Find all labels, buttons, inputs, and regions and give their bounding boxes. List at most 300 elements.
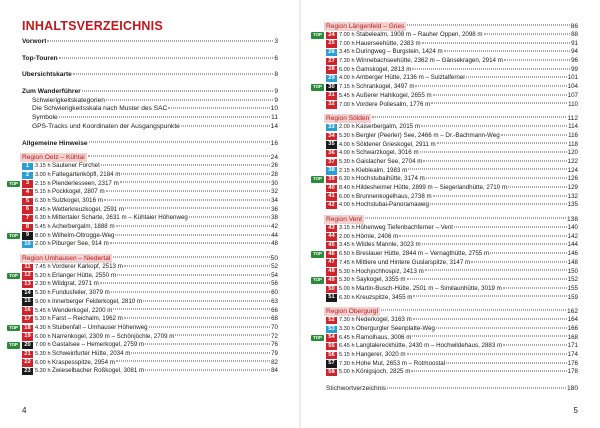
tour-page: 60: [271, 289, 278, 297]
tour-duration: 2.15 h: [35, 180, 51, 187]
tour-number-badge: 40: [326, 185, 337, 192]
entry-page: 6: [274, 54, 278, 62]
tour-number-badge: 8: [22, 224, 33, 231]
tour-number-badge: 3: [22, 180, 33, 187]
tour-title: Narrenkogel, 2309 m – Schönjöchle, 2709 m: [52, 332, 175, 340]
tour-number-badge: 35: [326, 141, 337, 148]
dot-leader: [113, 257, 269, 258]
tour-page: 26: [271, 162, 278, 170]
tour-duration: 6.50 h: [339, 251, 355, 258]
tour-entry[interactable]: [22, 359, 278, 368]
tour-duration: 5.30 h: [339, 132, 355, 139]
tour-title: Wildes Mannle, 3023 m: [356, 241, 421, 249]
dot-leader: [413, 319, 567, 320]
tour-page: 34: [271, 196, 278, 204]
tour-entry[interactable]: [326, 184, 578, 193]
tour-number-badge: 43: [326, 225, 337, 232]
tour-entry[interactable]: [22, 298, 278, 307]
tour-number-badge: 45: [326, 242, 337, 249]
tour-number-badge: 21: [22, 351, 33, 358]
dot-leader: [423, 160, 566, 161]
tour-number-badge: 19: [22, 333, 33, 340]
tour-page: 48: [271, 240, 278, 248]
toc-spacer: [22, 249, 278, 254]
tour-number-badge: 46: [326, 251, 337, 258]
region-heading[interactable]: [326, 22, 578, 31]
toc-entry-index[interactable]: [326, 385, 578, 394]
dot-leader: [168, 108, 269, 109]
dot-leader: [454, 226, 567, 227]
tour-entry[interactable]: [9, 179, 278, 189]
tour-number-badge: 31: [326, 92, 337, 99]
tour-entry[interactable]: [326, 268, 578, 277]
tour-entry[interactable]: [22, 240, 278, 249]
tour-number-badge: 7: [22, 215, 33, 222]
tour-title: Hochstubai-Panoramaweg: [356, 201, 429, 209]
tour-page: 42: [271, 223, 278, 230]
dot-leader: [433, 94, 567, 95]
tour-title: Stabelealm, 1908 m – Rauher Oppen, 2098 m: [356, 31, 483, 38]
tour-number-badge: 51: [326, 294, 337, 301]
tour-number-badge: 22: [22, 359, 33, 366]
dot-leader: [422, 244, 567, 245]
tour-entry[interactable]: [326, 149, 578, 158]
dot-leader: [111, 291, 270, 292]
toc-entry[interactable]: [22, 140, 278, 149]
entry-title: Übersichtskarte: [22, 71, 72, 79]
tour-entry[interactable]: [22, 171, 278, 180]
tour-page: 66: [271, 306, 278, 314]
tour-duration: 6.00 h: [35, 359, 51, 366]
tour-entry[interactable]: [9, 341, 278, 350]
dot-leader: [106, 191, 270, 192]
tour-entry[interactable]: [22, 206, 278, 215]
tour-duration: 6.45 h: [339, 343, 355, 350]
tour-entry[interactable]: [326, 193, 578, 202]
dot-leader: [504, 59, 570, 60]
tour-entry[interactable]: [326, 233, 578, 242]
tour-duration: 5.20 h: [35, 272, 51, 279]
entry-title: Schwierigkeitskategorien: [32, 96, 105, 104]
tour-title: Königsjoch, 2825 m: [356, 368, 411, 376]
tour-page: 99: [571, 65, 578, 73]
tour-entry[interactable]: [326, 74, 578, 83]
tour-entry[interactable]: [326, 48, 578, 57]
tour-title: Äußerer Hahlkogel, 2655 m: [356, 91, 432, 99]
tour-entry[interactable]: [313, 83, 578, 92]
tour-number-badge: 50: [326, 286, 337, 293]
tour-number-badge: 28: [326, 66, 337, 73]
tour-entry[interactable]: [326, 342, 578, 351]
tour-title: Innerberger Felderkogel, 2810 m: [52, 297, 143, 305]
tour-number-badge: 52: [326, 317, 337, 324]
region-heading[interactable]: [326, 215, 578, 224]
dot-leader: [413, 296, 566, 297]
tour-title: Zwieselbacher Roßkogel, 3081 m: [52, 367, 145, 375]
tour-page: 142: [567, 232, 578, 240]
tour-number-badge: 44: [326, 233, 337, 240]
tour-title: Brunnenkogelhaus, 2738 m: [356, 192, 432, 200]
tour-title: Hildesheimer Hütte, 2899 m – Siegerlandhütte, 2710 m: [356, 184, 507, 191]
tour-entry[interactable]: [326, 123, 578, 132]
dot-leader: [59, 116, 270, 117]
region-name: Region Vent: [326, 216, 362, 224]
entry-page: 10: [270, 105, 278, 113]
dot-leader: [82, 90, 274, 91]
tour-number-badge: 48: [326, 268, 337, 275]
region-name: Region Sölden: [326, 115, 370, 123]
tour-entry[interactable]: [22, 263, 278, 272]
tour-entry[interactable]: [326, 201, 578, 210]
dot-leader: [484, 33, 571, 34]
tour-page: 82: [271, 358, 278, 366]
tour-number-badge: 12: [22, 272, 33, 279]
tour-title: Nederkogel, 3163 m: [356, 316, 412, 324]
tour-entry[interactable]: [326, 294, 578, 303]
tour-number-badge: 53: [326, 326, 337, 333]
dot-leader: [189, 217, 270, 218]
dot-leader: [89, 142, 270, 143]
tour-page: 84: [271, 367, 278, 375]
tour-duration: 7.00 h: [35, 342, 51, 349]
top-tour-badge: TOP: [7, 325, 20, 332]
dot-leader: [501, 134, 567, 135]
tour-title: Winnebachseehütte, 2362 m – Gänsekragen, 2914 m: [356, 57, 503, 65]
dot-leader: [145, 370, 270, 371]
tour-title: Fundusfeiler, 3079 m: [52, 289, 110, 297]
tour-entry[interactable]: [22, 223, 278, 232]
tour-page: 152: [567, 276, 578, 284]
entry-page: 9: [274, 88, 278, 96]
dot-leader: [422, 42, 570, 43]
tour-entry[interactable]: [326, 101, 578, 110]
toc-subentry[interactable]: [22, 105, 278, 114]
tour-entry[interactable]: [326, 241, 578, 250]
tour-entry[interactable]: [22, 307, 278, 316]
dot-leader: [425, 270, 567, 271]
tour-entry[interactable]: [9, 323, 278, 333]
tour-number-badge: 57: [326, 360, 337, 367]
tour-duration: 3.45 h: [35, 206, 51, 213]
tour-duration: 3.15 h: [339, 225, 355, 232]
right-page: [300, 0, 600, 428]
page-title: INHALTSVERZEICHNIS: [22, 19, 163, 33]
tour-entry[interactable]: [313, 250, 578, 259]
tour-page: 132: [567, 192, 578, 200]
top-tour-badge: TOP: [311, 32, 324, 39]
toc-spacer: [326, 302, 578, 307]
tour-duration: 6.00 h: [35, 333, 51, 340]
tour-title: Wildgrat, 2971 m: [52, 280, 99, 288]
tour-duration: 6.00 h: [339, 66, 355, 73]
region-page: 50: [270, 255, 278, 263]
tour-entry[interactable]: [22, 315, 278, 324]
top-tour-badge: TOP: [311, 176, 324, 183]
dot-leader: [372, 117, 566, 118]
tour-title: Sulzkogel, 3016 m: [52, 196, 103, 204]
entry-title: Symbole: [32, 114, 58, 122]
tour-page: 116: [568, 131, 578, 139]
dot-leader: [508, 186, 567, 187]
tour-duration: 8.00 h: [35, 232, 51, 239]
tour-duration: 6.00 h: [339, 193, 355, 200]
tour-page: 104: [567, 83, 578, 91]
page-number-left: 4: [22, 406, 27, 415]
tour-title: Faltegartenköpfl, 2184 m: [52, 170, 121, 178]
entry-page: 11: [271, 114, 278, 122]
tour-entry[interactable]: [326, 368, 578, 377]
tour-number-badge: 33: [326, 124, 337, 131]
dot-leader: [120, 182, 270, 183]
tour-entry[interactable]: [22, 289, 278, 298]
region-page: 138: [566, 216, 578, 224]
tour-page: 174: [567, 351, 578, 358]
toc-spacer: [22, 80, 278, 88]
tour-title: Langtalereckhütte, 2430 m – Hochwildehaus, 2883 m: [356, 342, 503, 350]
tour-duration: 6.30 h: [35, 215, 51, 222]
dot-leader: [115, 234, 270, 235]
tour-page: 168: [567, 333, 578, 341]
tour-title: Hauerseehütte, 2383 m: [356, 39, 421, 47]
toc-entry[interactable]: [22, 55, 278, 64]
dot-leader: [444, 51, 570, 52]
tour-number-badge: 54: [326, 334, 337, 341]
tour-page: 114: [568, 123, 578, 131]
tour-entry[interactable]: [22, 280, 278, 289]
tour-page: 176: [567, 359, 578, 367]
region-heading[interactable]: [326, 307, 578, 316]
tour-entry[interactable]: [22, 162, 278, 171]
entry-title: Vorwort: [22, 38, 47, 45]
tour-duration: 7.30 h: [339, 58, 355, 65]
right-toc: [313, 22, 578, 394]
tour-entry[interactable]: [9, 231, 278, 241]
tour-entry[interactable]: [326, 57, 578, 66]
region-page: 24: [270, 154, 278, 162]
tour-entry[interactable]: [22, 350, 278, 359]
tour-entry[interactable]: [326, 158, 578, 167]
tour-number-badge: 39: [326, 176, 337, 183]
tour-title: Schwarzkogel, 3016 m: [356, 149, 419, 157]
tour-entry[interactable]: [326, 351, 578, 360]
tour-entry[interactable]: [326, 167, 578, 176]
tour-page: 101: [567, 74, 578, 82]
toc-entry[interactable]: [22, 38, 278, 47]
tour-page: 76: [271, 341, 278, 349]
tour-entry[interactable]: [313, 175, 578, 184]
tour-number-badge: 23: [22, 368, 33, 375]
tour-title: Gaislacher See, 2704 m: [356, 157, 423, 165]
entry-page: 14: [270, 122, 278, 130]
toc-entry[interactable]: [22, 88, 278, 97]
tour-title: Martin-Busch-Hütte, 2501 m – Similaunhütte, 3019 m: [356, 284, 502, 292]
toc-subentry[interactable]: [22, 97, 278, 106]
dot-leader: [101, 165, 270, 166]
toc-entry[interactable]: [22, 71, 278, 80]
tour-duration: 7.30 h: [339, 317, 355, 324]
tour-number-badge: 47: [326, 259, 337, 266]
tour-number-badge: 49: [326, 277, 337, 284]
tour-entry[interactable]: [326, 40, 578, 49]
tour-title: Schweinfurter Hütte, 2034 m: [52, 349, 131, 357]
tour-entry[interactable]: [9, 271, 278, 281]
tour-title: Sautener Forchet: [52, 162, 100, 170]
dot-leader: [412, 336, 566, 337]
dot-leader: [113, 309, 270, 310]
tour-title: Hochjochhospiz, 2413 m: [356, 267, 424, 275]
top-tour-badge: TOP: [311, 335, 324, 342]
tour-entry[interactable]: [22, 188, 278, 197]
tour-duration: 5.30 h: [339, 268, 355, 275]
tour-duration: 5.30 h: [339, 277, 355, 284]
tour-entry[interactable]: [22, 367, 278, 376]
tour-page: 96: [571, 57, 578, 65]
tour-entry[interactable]: [326, 224, 578, 233]
tour-number-badge: 30: [326, 84, 337, 91]
tour-entry[interactable]: [326, 66, 578, 75]
tour-entry[interactable]: [326, 141, 578, 150]
dot-leader: [426, 178, 567, 179]
tour-page: 178: [567, 368, 578, 376]
dot-leader: [124, 318, 270, 319]
region-page: 162: [566, 308, 578, 316]
tour-page: 107: [567, 91, 578, 99]
region-heading[interactable]: [22, 153, 278, 162]
tour-number-badge: 17: [22, 316, 33, 323]
tour-entry[interactable]: [326, 132, 578, 141]
dot-leader: [124, 265, 270, 266]
tour-page: 166: [567, 324, 578, 332]
tour-page: 63: [271, 297, 278, 305]
tour-entry[interactable]: [326, 316, 578, 325]
entry-page: 9: [274, 96, 278, 104]
toc-subentry[interactable]: [22, 123, 278, 132]
dot-leader: [412, 68, 570, 69]
dot-leader: [104, 199, 270, 200]
tour-entry[interactable]: [22, 214, 278, 223]
tour-number-badge: 37: [326, 159, 337, 166]
entry-title: GPS-Tracks und Koordinaten der Ausgangspunkte: [32, 122, 180, 130]
tour-duration: 4.00 h: [339, 202, 355, 209]
tour-entry[interactable]: [326, 285, 578, 294]
tour-duration: 7.00 h: [339, 40, 355, 47]
dot-leader: [365, 218, 566, 219]
tour-entry[interactable]: [22, 197, 278, 206]
tour-duration: 2.00 h: [339, 233, 355, 240]
tour-number-badge: 27: [326, 58, 337, 65]
tour-page: 70: [271, 323, 278, 331]
tour-duration: 4.00 h: [339, 150, 355, 157]
toc-spacer: [22, 63, 278, 71]
tour-page: 72: [271, 332, 278, 340]
dot-leader: [471, 261, 566, 262]
toc-subentry[interactable]: [22, 114, 278, 123]
tour-duration: 6.30 h: [339, 176, 355, 183]
tour-number-badge: 4: [22, 189, 33, 196]
tour-page: 129: [567, 184, 578, 191]
tour-title: Plenderlesseen, 2317 m: [52, 179, 119, 187]
tour-entry[interactable]: [313, 333, 578, 343]
dot-leader: [430, 204, 567, 205]
top-tour-badge: TOP: [311, 251, 324, 258]
tour-page: 38: [271, 214, 278, 222]
dot-leader: [407, 353, 567, 354]
tour-page: 150: [567, 267, 578, 275]
tour-page: 126: [567, 175, 578, 183]
dot-leader: [490, 252, 567, 253]
tour-title: Mittertaler Scharte, 2631 m – Kühtaier Höhenweg: [52, 214, 188, 222]
tour-number-badge: 14: [22, 290, 33, 297]
entry-title: Stichwortverzeichnis: [326, 385, 387, 393]
tour-title: Wetterkreuzkogel, 2591 m: [52, 205, 125, 213]
tour-title: Hohe Mut, 2653 m – Rotmoostal: [356, 359, 446, 367]
tour-title: Obergurgler Seenplatte-Weg: [356, 324, 435, 332]
entry-title: Die Schwierigkeitsskala nach Muster des SAC: [32, 105, 168, 113]
entry-page: 16: [270, 139, 278, 147]
tour-entry[interactable]: [326, 259, 578, 268]
tour-title: Hörnle, 2406 m: [356, 232, 399, 240]
tour-title: Söldener Grieskogel, 2911 m: [356, 140, 436, 148]
dot-leader: [421, 126, 567, 127]
tour-entry[interactable]: [326, 92, 578, 101]
tour-title: Vordere Pollesalm, 1776 m: [356, 100, 431, 108]
tour-page: 146: [567, 250, 578, 258]
tour-entry[interactable]: [326, 360, 578, 369]
tour-entry[interactable]: [313, 31, 578, 40]
tour-number-badge: 26: [326, 49, 337, 56]
tour-page: 171: [567, 342, 578, 350]
tour-number-badge: 34: [326, 133, 337, 140]
tour-duration: 5.30 h: [35, 316, 51, 323]
tour-entry[interactable]: [326, 325, 578, 334]
dot-leader: [181, 125, 270, 126]
dot-leader: [116, 225, 271, 226]
tour-duration: 2.00 h: [35, 241, 51, 248]
tour-title: Hochstubaihütte, 3174 m: [356, 175, 425, 183]
dot-leader: [466, 77, 566, 78]
tour-entry[interactable]: [22, 333, 278, 342]
tour-duration: 7.45 h: [339, 259, 355, 266]
tour-page: 79: [271, 349, 278, 357]
tour-number-badge: 55: [326, 343, 337, 350]
tour-title: Erlanger Hütte, 2550 m: [52, 271, 116, 279]
tour-page: 140: [567, 224, 578, 232]
dot-leader: [381, 310, 566, 311]
tour-title: Gastalsee – Hemerkogel, 2759 m: [52, 341, 145, 349]
tour-number-badge: 42: [326, 202, 337, 209]
dot-leader: [420, 152, 567, 153]
tour-duration: 3.00 h: [35, 171, 51, 178]
tour-title: Hangerer, 3020 m: [356, 351, 406, 358]
tour-entry[interactable]: [313, 276, 578, 285]
tour-title: Wenderkogel, 2200 m: [52, 306, 113, 314]
region-heading[interactable]: [22, 254, 278, 263]
dot-leader: [149, 326, 270, 327]
tour-number-badge: 58: [326, 369, 337, 376]
tour-number-badge: 15: [22, 298, 33, 305]
tour-number-badge: 32: [326, 101, 337, 108]
dot-leader: [407, 279, 567, 280]
entry-title: Zum Wanderführer: [22, 88, 81, 96]
tour-title: Schrankogel, 3497 m: [356, 83, 415, 91]
dot-leader: [59, 57, 274, 58]
tour-title: Bergler (Peerler) See, 2466 m – Dr.-Bachmann-Weg: [356, 131, 500, 139]
dot-leader: [106, 99, 273, 100]
region-heading[interactable]: [326, 114, 578, 123]
left-toc: [9, 38, 278, 376]
tour-title: Vorderer Karkopf, 2513 m: [52, 263, 123, 271]
dot-leader: [88, 156, 270, 157]
